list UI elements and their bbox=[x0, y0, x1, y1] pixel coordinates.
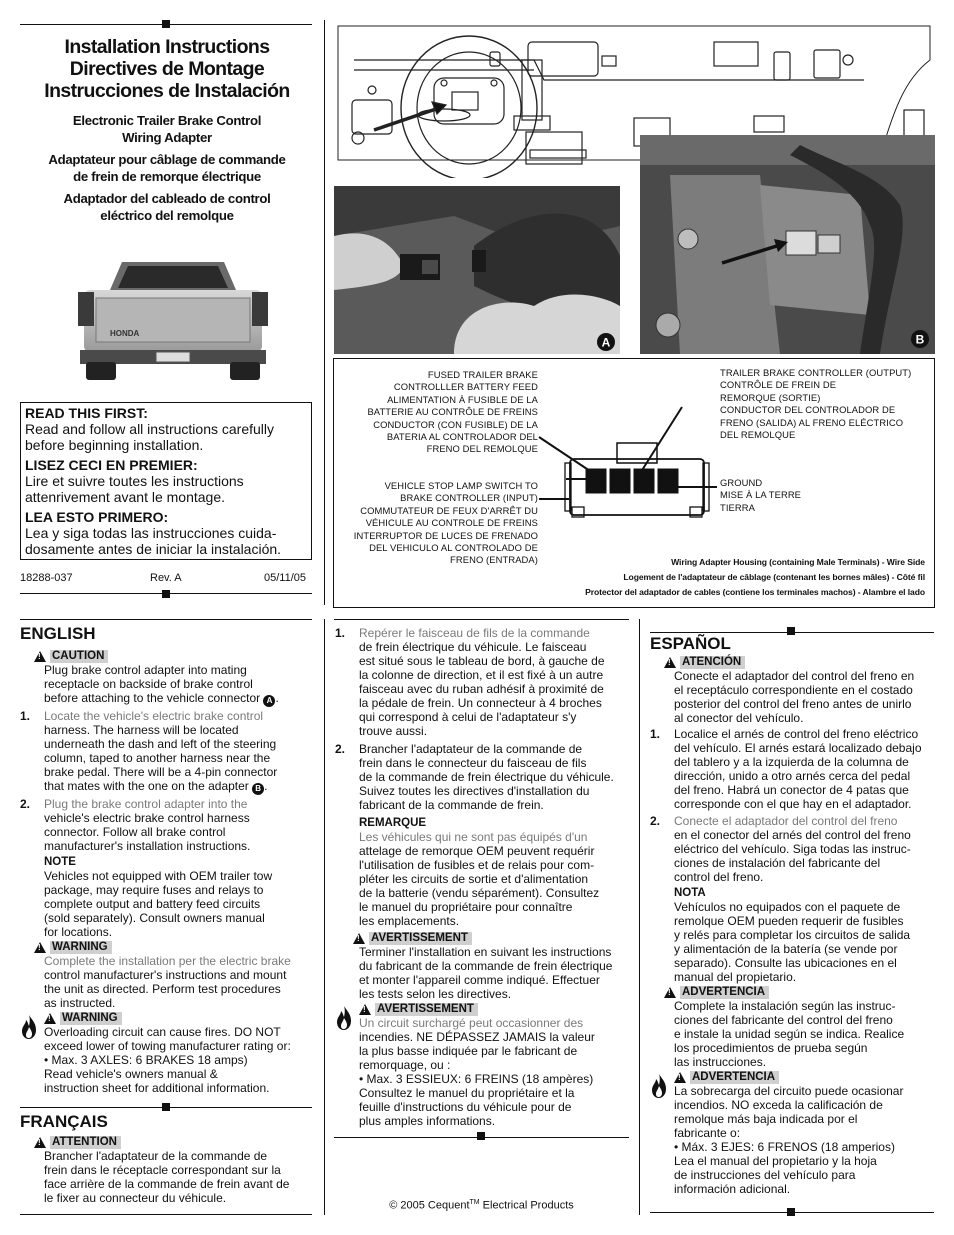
francais-heading: FRANÇAIS bbox=[20, 1112, 108, 1131]
product-name-fr: Adaptateur pour câblage de commande de frein de remorque électrique bbox=[48, 152, 286, 184]
stop-lamp-input-label: VEHICLE STOP LAMP SWITCH TO BRAKE CONTROLLER (INPUT) COMMUTATEUR DE FEUX D'ARRÊT DU VÉHICULE AU CONTROLE DE FREINS INTERRUPTOR DE LUCES DE FRENADO DEL VEHICULO AL CONTROLADO DE FRENO (ENTRADA) bbox=[353, 480, 538, 566]
warning-icon bbox=[34, 942, 46, 953]
photo-a-label: A bbox=[601, 335, 611, 350]
registration-mark bbox=[477, 1132, 485, 1140]
rule-english-bottom bbox=[20, 1214, 312, 1215]
registration-mark bbox=[162, 20, 170, 28]
column-divider-bottom-left bbox=[324, 619, 325, 1215]
product-name-en: Electronic Trailer Brake Control Wiring Adapter bbox=[72, 113, 262, 145]
atencion-label: ATENCIÓN bbox=[680, 656, 745, 669]
diagram-caption-en: Wiring Adapter Housing (containing Male Terminals) - Wire Side bbox=[671, 557, 925, 567]
caution-icon bbox=[34, 651, 46, 662]
ground-label: GROUND MISE À LA TERRE TIERRA bbox=[720, 477, 802, 513]
espanol-section: ESPAÑOL ! ATENCIÓN Conecte el adaptador del control del freno en el receptáculo correspondiente en el costado posterior del control del freno antes de unirlo al conector del vehículo. 1. Localice el arnés de control del freno eléctrico del vehículo. El arnés estará localizado debajo del tablero y a la izquierda de la columna de dirección, unido a otro arnés cerca del pedal del freno. Habrá un conector de 4 patas que corresponde con el que hay en el adaptador. 2. Conecte el adaptador del control del freno en el conector del arnés del control del freno eléctrico del vehículo. Siga todas las instruc- ciones de instalación del fabricante del control del freno. NOTA Vehículos no equipados con el paquete de remolque OEM pueden requerir de fusibles y relés para completar los circuitos de salida y alimentación de la batería (se vende por separado). Consulte las ubicaciones en el manual del propietario. ! ADVERTENCIA Complete la instalación según las instruc- ciones del fabricante del control del freno e instale la unidad según se indica. Realice los procedimientos de prueba según las instrucciones. ! ADVERTENCIA La sobrecarga del circuito puede ocasionar incendios. NO exceda la calificación de remolque más baja indicada por el fabricante o: • Máx. 3 EJES: 6 FRENOS (18 amperios) Lea el manual del propietario y la hoja de instrucciones del vehículo para información adicional. bbox=[650, 634, 940, 1196]
registration-mark bbox=[162, 590, 170, 598]
caution-label: CAUTION bbox=[50, 650, 108, 663]
advertencia-fire-label: ADVERTENCIA bbox=[690, 1071, 779, 1084]
photo-b-vehicle-harness bbox=[640, 135, 935, 354]
photo-b-label: B bbox=[915, 332, 925, 347]
read-first-heading-en: READ THIS FIRST: bbox=[25, 405, 148, 421]
atencion-icon bbox=[664, 657, 676, 668]
fire-icon bbox=[20, 1014, 38, 1040]
diagram-caption-fr: Logement de l'adaptateur de câblage (contenant les bornes mâles) - Côté fil bbox=[623, 572, 925, 582]
controller-output-label: TRAILER BRAKE CONTROLLER (OUTPUT) CONTRÔLE DE FREIN DE REMORQUE (SORTIE) CONDUCTOR DEL CONTROLADOR DE FRENO (SALIDA) AL FRENO ELÉCTRICO DEL REMOLQUE bbox=[720, 367, 912, 441]
read-first-box: READ THIS FIRST: Read and follow all instructions carefully before beginning installation. LISEZ CECI EN PREMIER: Lire et suivre toutes les instructions attenrivement avant le montage. LEA ESTO PRIMERO: Lea y siga todas las instrucciones cuida- dosamente antes de iniciar la instalación. bbox=[20, 402, 312, 560]
truck-photo bbox=[70, 244, 276, 384]
english-note-label: NOTE bbox=[44, 856, 76, 868]
wiring-diagram bbox=[333, 358, 935, 608]
attention-label: ATTENTION bbox=[50, 1136, 121, 1149]
fire-icon bbox=[335, 1005, 353, 1031]
english-heading: ENGLISH bbox=[20, 624, 96, 643]
ref-b-icon: B bbox=[252, 783, 264, 795]
registration-mark bbox=[787, 1208, 795, 1216]
arrow-to-connector bbox=[374, 102, 446, 130]
diagram-caption-es: Protector del adaptador de cables (contiene los terminales machos) - Alambre el lado bbox=[585, 587, 925, 597]
francais-section: FRANÇAIS ! ATTENTION Brancher l'adaptateur de la commande de frein dans le réceptacle correspondant sur la face arrière de la commande de frein avant de le fixer au connecteur du véhicule. bbox=[20, 1112, 316, 1205]
product-name-es: Adaptador del cableado de control eléctrico del remolque bbox=[63, 191, 271, 223]
warning-label: WARNING bbox=[50, 941, 112, 954]
truck-badge: HONDA bbox=[110, 329, 140, 338]
rule-english-top bbox=[20, 619, 312, 620]
avertissement-icon bbox=[359, 1004, 371, 1015]
fire-icon bbox=[650, 1073, 668, 1099]
fused-battery-feed-label: FUSED TRAILER BRAKE CONTROLLLER BATTERY FEED ALIMENTATION À FUSIBLE DE LA BATTERIE AU CONTRÔLE DE FREINS CONDUCTOR (CON FUSIBLE) DE LA BATERIA AL CONTROLADOR DEL FRENO DEL REMOLQUE bbox=[367, 369, 538, 455]
english-section: ENGLISH ! CAUTION Plug brake control adapter into mating receptacle on backside of brake control before attaching to the vehicle connector A . 1. Locate the vehicle's electric brake control harness. The harness will be located underneath the dash and left of the steering column, taped to another harness near the brake pedal. There will be a 4-pin connector that mates with the one on the adapter B . 2. Plug the brake control adapter into the vehicle's electric brake control harness connector. Follow all brake control manufacturer's installation instructions. NOTE Vehicles not equipped with OEM trailer tow package, may require fuses and relays to complete output and battery feed circuits (sold separately). Consult owners manual for locations. ! WARNING Complete the installation per the electric brake control manufacturer's instructions and mount the unit as directed. Perform test procedures as instructed. ! WARNING Overloading circuit can cause fires. DO NOT exceed lower of towing manufacturer rating or: • Max. 3 AXLES: 6 BRAKES 18 amps) Read vehicle's owners manual & instruction sheet for additional information. bbox=[20, 624, 316, 1095]
rule-french-col-top bbox=[334, 619, 629, 620]
ref-a-icon: A bbox=[263, 695, 275, 707]
part-number: 18288-037 bbox=[20, 572, 73, 584]
avertissement-label: AVERTISSEMENT bbox=[369, 932, 472, 945]
read-first-heading-fr: LISEZ CECI EN PREMIER: bbox=[25, 457, 198, 473]
espanol-heading: ESPAÑOL bbox=[650, 634, 731, 653]
document-date: 05/11/05 bbox=[264, 572, 307, 584]
avertissement-fire-label: AVERTISSEMENT bbox=[375, 1003, 478, 1016]
warning-fire-label: WARNING bbox=[60, 1012, 122, 1025]
read-first-heading-es: LEA ESTO PRIMERO: bbox=[25, 509, 169, 525]
nota-label: NOTA bbox=[674, 887, 706, 899]
revision: Rev. A bbox=[150, 572, 182, 584]
photo-a-connector-in-hand bbox=[334, 186, 620, 354]
column-divider-top bbox=[324, 20, 325, 605]
column-divider-bottom-right bbox=[639, 619, 640, 1215]
copyright: © 2005 Cequent™ Electrical Products bbox=[389, 1199, 574, 1212]
advertencia-label: ADVERTENCIA bbox=[680, 986, 769, 999]
francais-steps: 1. Repérer le faisceau de fils de la commande de frein électrique du véhicule. Le faisceau est situé sous le tableau de bord, à gauche de la colonne de direction, et il est fixé à un autre faisceau avec du ruban adhésif à proximité de la pédale de frein. Un connecteur à 4 broches qui correspond à celui de l'adaptateur s'y trouve aussi. 2. Brancher l'adaptateur de la commande de frein dans le connecteur du faisceau de fils de la commande de frein électrique du véhicule. Suivez toutes les directives d'installation du fabricant de la commande de frein. REMARQUE Les véhicules qui ne sont pas équipés d'un attelage de remorque OEM peuvent requérir l'utilisation de fusibles et de relais pour com- pléter les circuits de sortie et d'alimentation de la batterie (vendu séparément). Consultez le manuel du propriétaire pour connaître les emplacements. ! AVERTISSEMENT Terminer l'installation en suivant les instructions du fabricant de la commande de frein électrique et monter l'appareil comme indiqué. Effectuer les tests selon les directives. ! AVERTISSEMENT Un circuit surchargé peut occasionner des incendies. NE DÉPASSEZ JAMAIS la valeur la plus basse indiquée par le fabricant de remorquage, ou : • Max. 3 ESSIEUX: 6 FREINS (18 ampères) Consultez le manuel du propriétaire et la feuille d'instructions du véhicule pour de plus amples informations. bbox=[335, 626, 633, 1128]
attention-icon bbox=[34, 1137, 46, 1148]
page-title: Installation Instructions Directives de Montage Instrucciones de Instalación bbox=[44, 36, 290, 102]
advertencia-icon bbox=[674, 1072, 686, 1083]
registration-mark bbox=[162, 1103, 170, 1111]
advertencia-icon bbox=[664, 987, 676, 998]
avertissement-icon bbox=[353, 933, 365, 944]
remarque-label: REMARQUE bbox=[359, 817, 427, 829]
warning-icon bbox=[44, 1013, 56, 1024]
